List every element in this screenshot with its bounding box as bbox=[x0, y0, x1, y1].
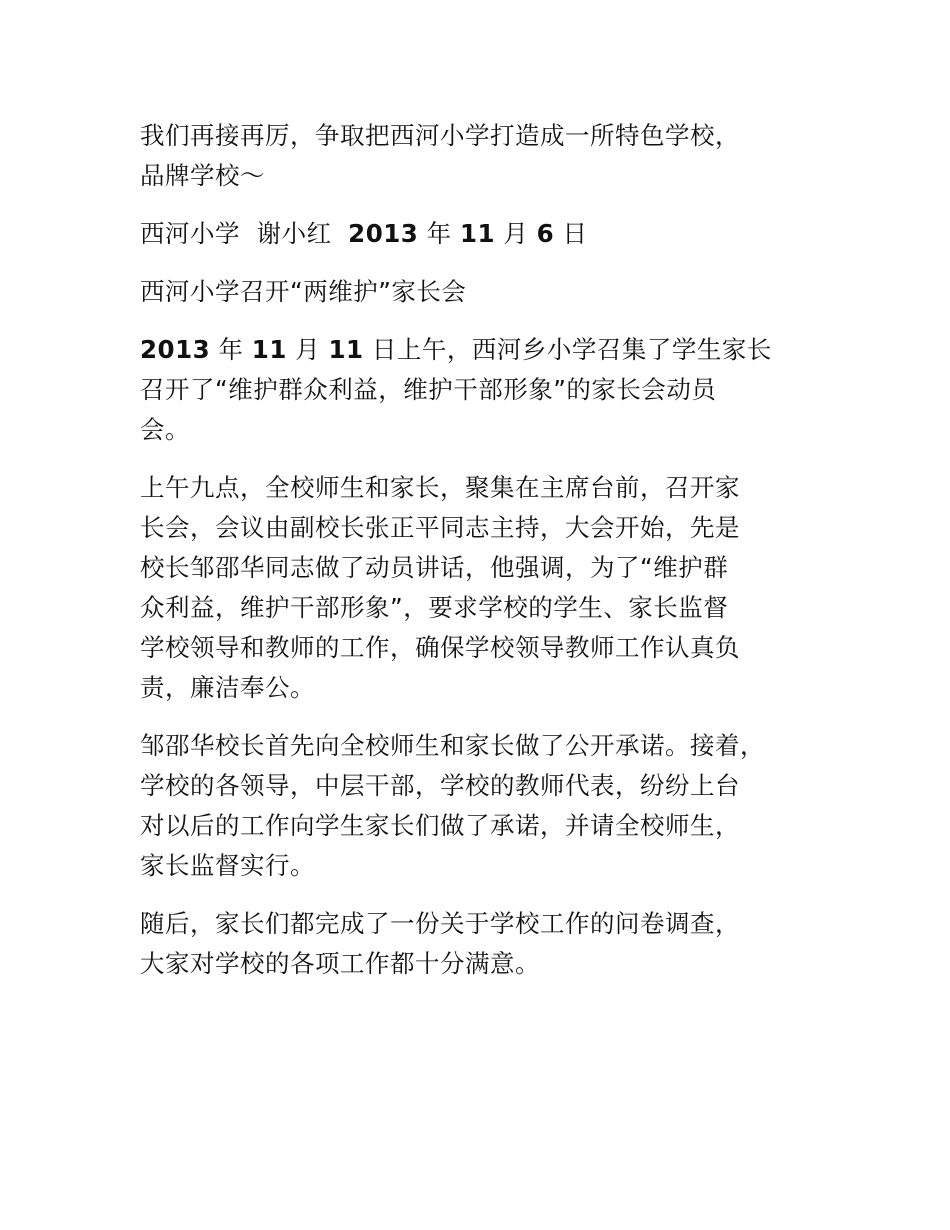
text-line: 大家对学校的各项工作都十分满意。 bbox=[140, 949, 540, 978]
date-day: 6 bbox=[536, 219, 555, 248]
text-line: 长会，会议由副校长张正平同志主持，大会开始，先是 bbox=[140, 513, 740, 542]
date-month-unit: 月 bbox=[503, 219, 529, 248]
intro-date-day-unit: 日上午，西河乡小学召集了学生家长 bbox=[371, 335, 772, 364]
text-line: 众利益，维护干部形象”，要求学校的学生、家长监督 bbox=[140, 593, 729, 622]
text-line: 上午九点，全校师生和家长，聚集在主席台前，召开家 bbox=[140, 473, 740, 502]
intro-date-month: 11 bbox=[251, 335, 287, 364]
intro-first-line bbox=[140, 330, 812, 370]
survey-paragraph bbox=[140, 904, 812, 984]
date-day-unit: 日 bbox=[562, 219, 588, 248]
signature-text bbox=[140, 214, 812, 254]
text-line: 家长监督实行。 bbox=[140, 851, 315, 880]
article-title bbox=[140, 272, 812, 312]
intro-date-year: 2013 bbox=[140, 335, 211, 364]
title-text: 西河小学召开“两维护”家长会 bbox=[140, 277, 467, 306]
closing-paragraph bbox=[140, 116, 812, 196]
date-year: 2013 bbox=[348, 219, 419, 248]
school-name: 西河小学 bbox=[140, 219, 240, 248]
text-line: 品牌学校～ bbox=[140, 161, 265, 190]
document-body bbox=[140, 116, 812, 1002]
intro-date-year-unit: 年 bbox=[218, 335, 244, 364]
text-line: 学校领导和教师的工作，确保学校领导教师工作认真负 bbox=[140, 633, 740, 662]
text-line: 我们再接再厉，争取把西河小学打造成一所特色学校， bbox=[140, 121, 740, 150]
meeting-paragraph bbox=[140, 468, 812, 708]
text-line: 会。 bbox=[140, 415, 190, 444]
text-line: 召开了“维护群众利益，维护干部形象”的家长会动员 bbox=[140, 375, 717, 404]
intro-paragraph bbox=[140, 330, 812, 450]
text-line: 校长邹邵华同志做了动员讲话，他强调，为了“维护群 bbox=[140, 553, 729, 582]
signature-line bbox=[140, 214, 812, 254]
text-line: 责，廉洁奉公。 bbox=[140, 673, 315, 702]
intro-date-month-unit: 月 bbox=[295, 335, 321, 364]
date-month: 11 bbox=[459, 219, 496, 248]
text-line: 学校的各领导，中层干部，学校的教师代表，纷纷上台 bbox=[140, 771, 740, 800]
text-line: 邹邵华校长首先向全校师生和家长做了公开承诺。接着， bbox=[140, 731, 765, 760]
intro-date-day: 11 bbox=[328, 335, 364, 364]
date-year-unit: 年 bbox=[426, 219, 452, 248]
author-name: 谢小红 bbox=[256, 219, 332, 248]
text-line: 随后，家长们都完成了一份关于学校工作的问卷调查， bbox=[140, 909, 740, 938]
text-line: 对以后的工作向学生家长们做了承诺，并请全校师生， bbox=[140, 811, 740, 840]
pledge-paragraph bbox=[140, 726, 812, 886]
